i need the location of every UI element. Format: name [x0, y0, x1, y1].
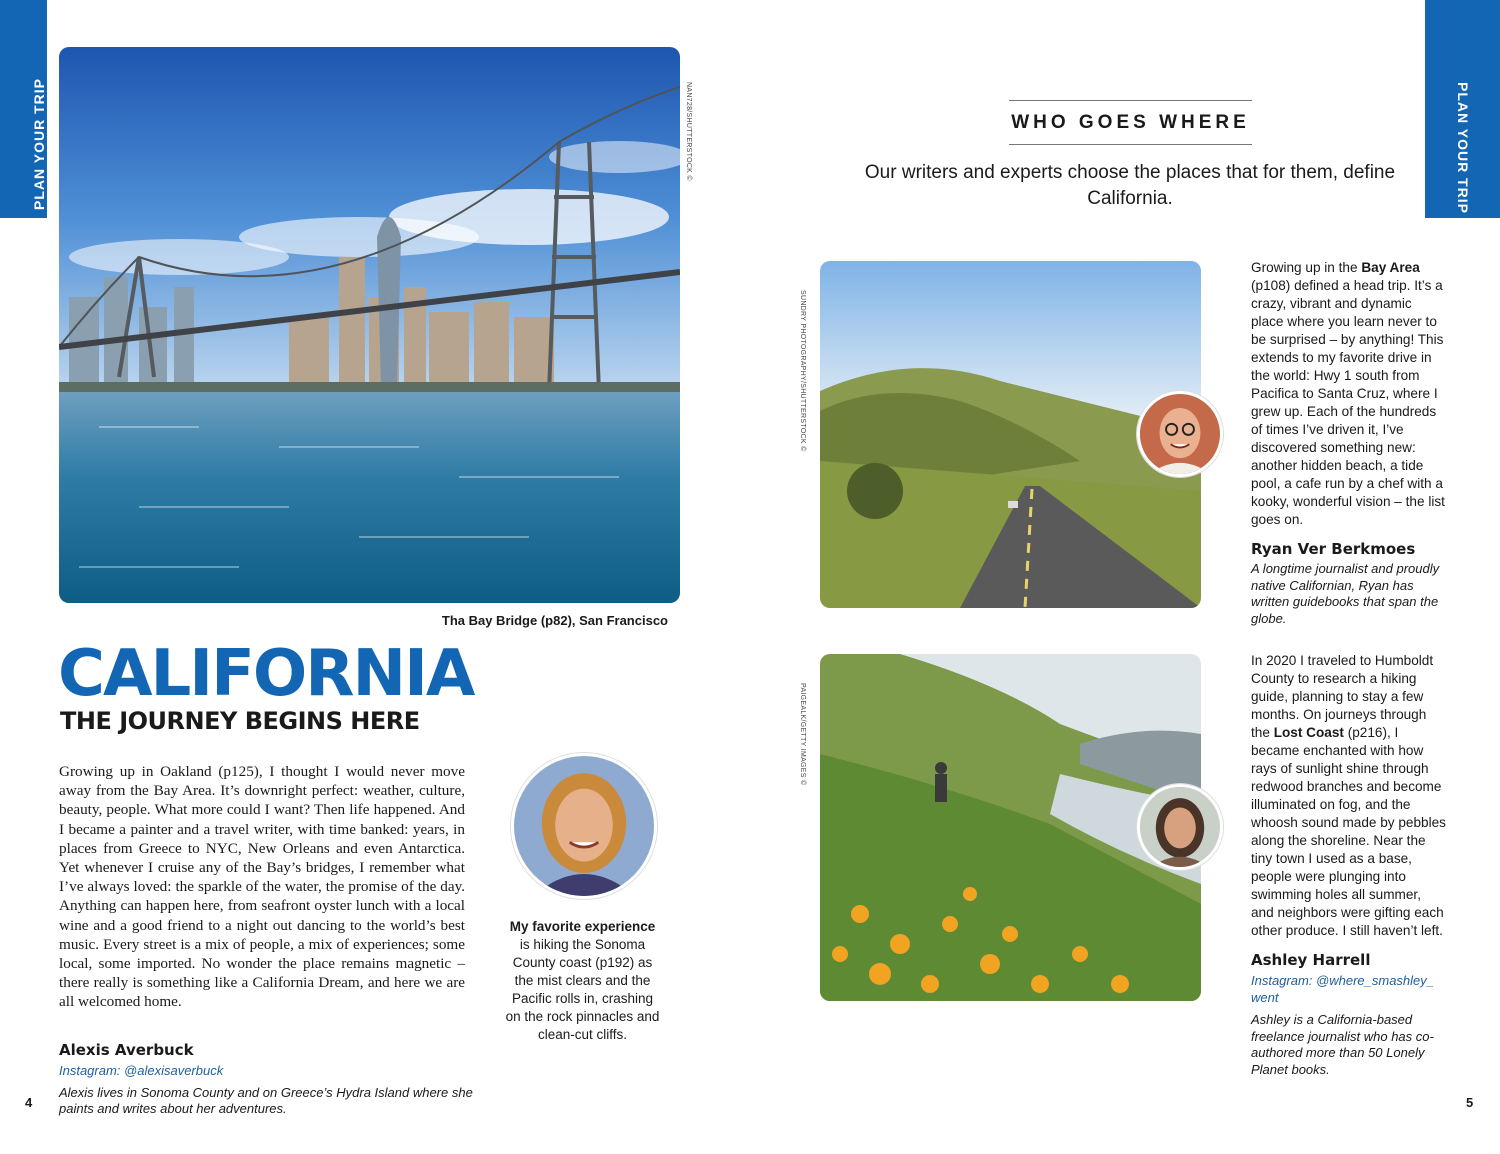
writer-name: Ashley Harrell: [1251, 951, 1371, 969]
avatar: [511, 753, 657, 899]
page-title: CALIFORNIA: [58, 637, 474, 711]
author-instagram[interactable]: Instagram: @alexisaverbuck: [59, 1063, 224, 1078]
photo-credit: NAN728/SHUTTERSTOCK ©: [685, 82, 692, 181]
favorite-text: is hiking the Sonoma County coast (p192) as the mist clears and the Pacific rolls in, crashing on the rock pinnacles and clean-cut cliffs.: [505, 937, 660, 1042]
favorite-lead: My favorite experience: [509, 919, 656, 934]
intro-body: Growing up in Oakland (p125), I thought I would never move away from the Bay Area. It’s downright perfect: weather, culture, beauty, people. What more could I want? Then life happened. And I became a painter and a travel writer, with time banked: years, in places from Greece to NYC, New Orleans and even Antarctica. Yet whenever I cruise any of the Bay’s bridges, I remember what I’ve always loved: the sparkle of the water, the promise of the day. Anything can happen here, from seafront oyster lunch with a local wine and a good friend to a night out dancing to the world’s best music. Every street is a mix of people, a mix of experiences; some local, some imported. No wonder the place remains magnetic – there really is something like a California Dream, and here we are all welcomed home.: [59, 763, 465, 1011]
section-intro: Our writers and experts choose the places that for them, define California.: [864, 162, 1396, 209]
side-tab-left: [0, 0, 47, 218]
heading-rule-bottom: [1009, 144, 1252, 145]
photo-caption: Tha Bay Bridge (p82), San Francisco: [441, 613, 668, 628]
writer-instagram[interactable]: Instagram: @where_smashley_ went: [1251, 973, 1434, 1005]
photo-credit: SUNDRY PHOTOGRAPHY/SHUTTERSTOCK ©: [799, 290, 806, 452]
writer-bio: Ashley is a California-based freelance journalist who has co-authored more than 50 Lonely Planet books.: [1251, 1012, 1434, 1077]
side-tab-right: [1425, 0, 1500, 218]
author-bio: Alexis lives in Sonoma County and on Greece’s Hydra Island where she paints and writes about her adventures.: [59, 1085, 473, 1116]
page-number-right: 5: [1466, 1095, 1474, 1110]
page-subtitle: THE JOURNEY BEGINS HERE: [60, 707, 420, 735]
page-number-left: 4: [25, 1095, 33, 1110]
avatar: [1137, 391, 1223, 477]
writer-text-after: (p216), I became enchanted with how rays of sunlight shine through redwood branches and become illuminated on fog, and the whoosh sound made by pebbles along the shoreline. Near the tiny town I used as a base, people were plunging into swimming holes all summer, and neighbors were gifting each other produce. I still haven’t left.: [1251, 725, 1446, 938]
favorite-experience: [505, 918, 660, 1044]
writer-text: [1251, 259, 1446, 529]
writer-text: [1251, 652, 1446, 940]
photo-credit: PAIGEALK/GETTY IMAGES ©: [799, 683, 806, 786]
writer-bio: A longtime journalist and proudly native Californian, Ryan has written guidebooks that span the globe.: [1251, 561, 1440, 626]
writer-text-bold: Bay Area: [1361, 260, 1420, 275]
avatar: [1137, 784, 1223, 870]
writer-text-after: (p108) defined a head trip. It’s a crazy, vibrant and dynamic place where you learn never to be surprised – by anything! This extends to my favorite drive in the world: Hwy 1 south from Pacifica to Santa Cruz, where I grew up. Each of the hundreds of times I’ve driven it, I’ve discovered something new: another hidden beach, a tide pool, a cafe run by a chef with a kooky, wonderful vision – the list goes on.: [1251, 278, 1445, 527]
writer-name: Ryan Ver Berkmoes: [1251, 540, 1416, 558]
section-heading: WHO GOES WHERE: [1011, 112, 1250, 133]
bay-bridge-photo: [59, 47, 680, 603]
writer-text-before: In 2020 I traveled to Humboldt County to research a hiking guide, planning to stay a few months. On journeys through the: [1251, 653, 1434, 740]
writer-text-before: Growing up in the: [1251, 260, 1362, 275]
side-tab-label: PLAN YOUR TRIP: [1455, 82, 1471, 214]
side-tab-label: PLAN YOUR TRIP: [31, 78, 47, 210]
heading-rule-top: [1009, 100, 1252, 101]
author-name: Alexis Averbuck: [59, 1041, 194, 1059]
writer-text-bold: Lost Coast: [1273, 725, 1344, 740]
